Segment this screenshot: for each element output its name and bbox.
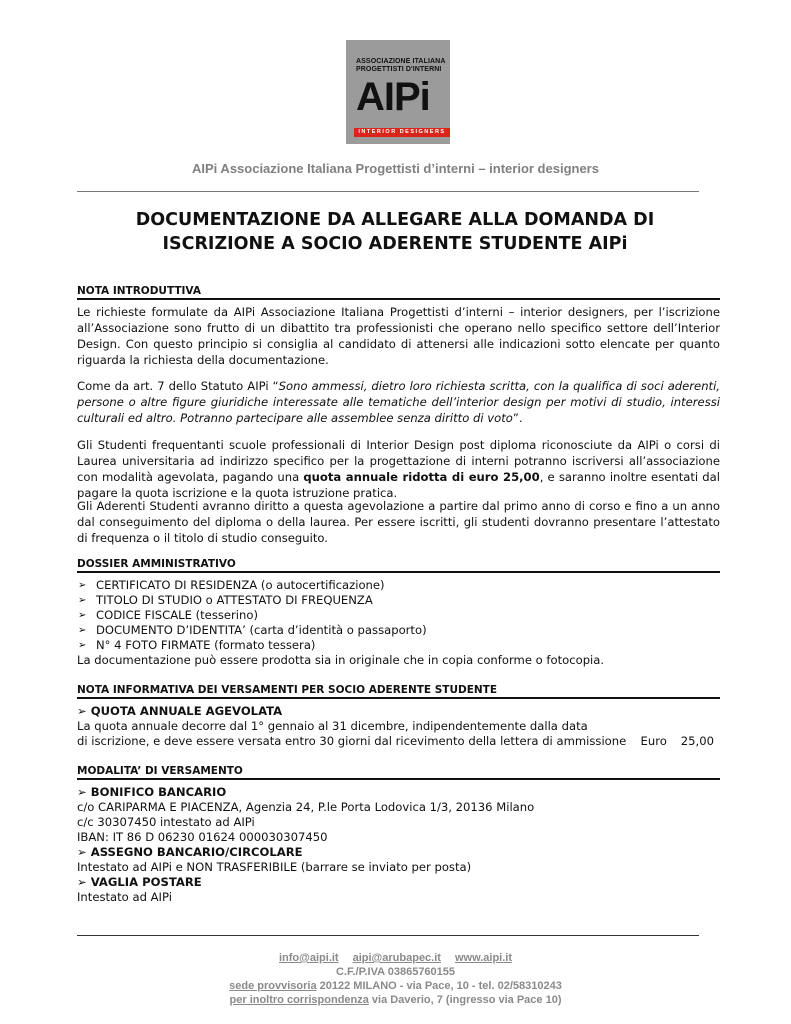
assegno-text: Intestato ad AIPi e NON TRASFERIBILE (barrare se inviato per posta) bbox=[77, 860, 472, 874]
quota-line-2: di iscrizione, e deve essere versata entro 30 giorni dal ricevimento della lettera di ammissione bbox=[77, 734, 627, 748]
header-divider bbox=[77, 191, 699, 192]
list-item bbox=[77, 623, 720, 638]
section-heading-versamenti: NOTA INFORMATIVA DEI VERSAMENTI PER SOCIO ADERENTE STUDENTE bbox=[77, 684, 720, 699]
quota-line-2-row bbox=[77, 734, 720, 749]
dossier-item-text: TITOLO DI STUDIO o ATTESTATO DI FREQUENZA bbox=[96, 593, 373, 607]
dossier-item-text: CERTIFICATO DI RESIDENZA (o autocertificazione) bbox=[96, 578, 385, 592]
list-item bbox=[77, 608, 720, 623]
nota-paragraph-1: Le richieste formulate da AIPi Associazione Italiana Progettisti d’interni – interior designers, per l’iscrizione all’Associazione sono frutto di un dibattito tra professionisti che operano nello specifico settore dell’Interior Design. Con questo principio si consiglia al candidato di attenersi alle indicazioni sotto elencate per quanto riguarda la richiesta della documentazione. bbox=[77, 305, 720, 367]
logo-bar: INTERIOR DESIGNERS bbox=[354, 128, 450, 137]
footer-corrispondenza bbox=[0, 993, 791, 1007]
section-heading-dossier: DOSSIER AMMINISTRATIVO bbox=[77, 558, 720, 573]
list-item bbox=[77, 638, 720, 653]
arrow-bullet-icon: ➢ bbox=[78, 640, 87, 651]
bank-iban: IBAN: IT 86 D 06230 01624 000030307450 bbox=[77, 830, 328, 844]
dossier-item-text: CODICE FISCALE (tesserino) bbox=[96, 608, 258, 622]
nota-paragraph-4: Gli Aderenti Studenti avranno diritto a questa agevolazione a partire dal primo anno di corso e fino a un anno dal conseguimento del diploma o della laurea. Per essere iscritti, gli studenti dovranno presentare l’attestato di frequenza o il titolo di studio conseguito. bbox=[77, 499, 720, 545]
corrispondenza-address: via Daverio, 7 (ingresso via Pace 10) bbox=[368, 994, 562, 1006]
corrispondenza-label: per inoltro corrispondenza bbox=[229, 994, 369, 1006]
footer-tax-code: C.F./P.IVA 03865760155 bbox=[335, 966, 456, 978]
quota-amount bbox=[641, 734, 720, 749]
arrow-bullet-icon: ➢ bbox=[78, 595, 87, 606]
footer-sede bbox=[0, 979, 791, 993]
amount-value: 25,00 bbox=[680, 734, 714, 748]
modalita-block bbox=[77, 785, 720, 905]
arrow-bullet-icon: ➢ bbox=[78, 625, 87, 636]
vaglia-text: Intestato ad AIPi bbox=[77, 890, 172, 904]
reduced-fee-text: quota annuale ridotta di euro 25,00 bbox=[303, 470, 540, 484]
website-link[interactable]: www.aipi.it bbox=[454, 952, 513, 964]
bank-account: c/c 30307450 intestato ad AIPi bbox=[77, 815, 255, 829]
logo-text bbox=[356, 58, 445, 74]
students-text: Gli Studenti frequentanti scuole professionali di Interior Design post diploma riconosciute da AIPi o corsi di Laurea universitaria ad indirizzo specifico per la progettazione di interni potranno iscriversi all’associazione con modalità agevolata, pagando una bbox=[77, 438, 720, 484]
title-line-2: ISCRIZIONE A SOCIO ADERENTE STUDENTE AIPi bbox=[162, 234, 628, 254]
statuto-intro: Come da art. 7 dello Statuto AIPi “ bbox=[77, 379, 279, 393]
assegno-heading: ➢ ASSEGNO BANCARIO/CIRCOLARE bbox=[77, 845, 303, 859]
footer-divider bbox=[77, 935, 699, 936]
logo-line-2: PROGETTISTI D'INTERNI bbox=[356, 66, 442, 73]
vaglia-heading: ➢ VAGLIA POSTARE bbox=[77, 875, 202, 889]
logo-mark: AIPi bbox=[356, 75, 430, 119]
bank-address: c/o CARIPARMA E PIACENZA, Agenzia 24, P.le Porta Lodovica 1/3, 20136 Milano bbox=[77, 800, 535, 814]
dossier-note: La documentazione può essere prodotta sia in originale che in copia conforme o fotocopia. bbox=[77, 653, 605, 667]
statuto-close: ”. bbox=[512, 411, 523, 425]
sede-label: sede provvisoria bbox=[229, 980, 317, 992]
aipi-logo bbox=[346, 40, 450, 144]
logo-line-1: ASSOCIAZIONE ITALIANA bbox=[356, 58, 446, 65]
footer-contacts bbox=[0, 951, 791, 965]
list-item bbox=[77, 578, 720, 593]
students-text-end: , e saranno inoltre esentati dal pagare la quota iscrizione e la quota istruzione pratica. bbox=[77, 470, 720, 500]
email-link-info[interactable]: info@aipi.it bbox=[278, 952, 339, 964]
section-heading-nota: NOTA INTRODUTTIVA bbox=[77, 285, 720, 300]
dossier-item-text: DOCUMENTO D’IDENTITA’ (carta d’identità o passaporto) bbox=[96, 623, 427, 637]
association-header: AIPi Associazione Italiana Progettisti d’interni – interior designers bbox=[192, 161, 599, 176]
versamenti-block bbox=[77, 704, 720, 749]
document-title bbox=[77, 208, 713, 256]
statuto-quote: Sono ammessi, dietro loro richiesta scritta, con la qualifica di soci aderenti, persone o altre figure giuridiche interessate alle tematiche dell’interior design per motivi di studio, interessi culturali ed altro. Potranno partecipare alle assemblee senza diritto di voto bbox=[77, 379, 720, 425]
dossier-item-text: N° 4 FOTO FIRMATE (formato tessera) bbox=[96, 638, 316, 652]
currency-label: Euro bbox=[640, 734, 667, 748]
section-heading-modalita: MODALITA’ DI VERSAMENTO bbox=[77, 765, 720, 780]
quota-line-1: La quota annuale decorre dal 1° gennaio al 31 dicembre, indipendentemente dalla data bbox=[77, 719, 588, 733]
quota-subheading: ➢ QUOTA ANNUALE AGEVOLATA bbox=[77, 704, 283, 718]
arrow-bullet-icon: ➢ bbox=[78, 580, 87, 591]
bonifico-heading: ➢ BONIFICO BANCARIO bbox=[77, 785, 227, 799]
title-line-1: DOCUMENTAZIONE DA ALLEGARE ALLA DOMANDA DI bbox=[135, 210, 655, 230]
dossier-list bbox=[77, 578, 720, 668]
email-link-pec[interactable]: aipi@arubapec.it bbox=[352, 952, 441, 964]
arrow-bullet-icon: ➢ bbox=[78, 610, 87, 621]
nota-paragraph-2 bbox=[77, 378, 720, 426]
sede-address: 20122 MILANO - via Pace, 10 - tel. 02/58310243 bbox=[316, 980, 562, 992]
list-item bbox=[77, 593, 720, 608]
nota-paragraph-3 bbox=[77, 437, 720, 501]
